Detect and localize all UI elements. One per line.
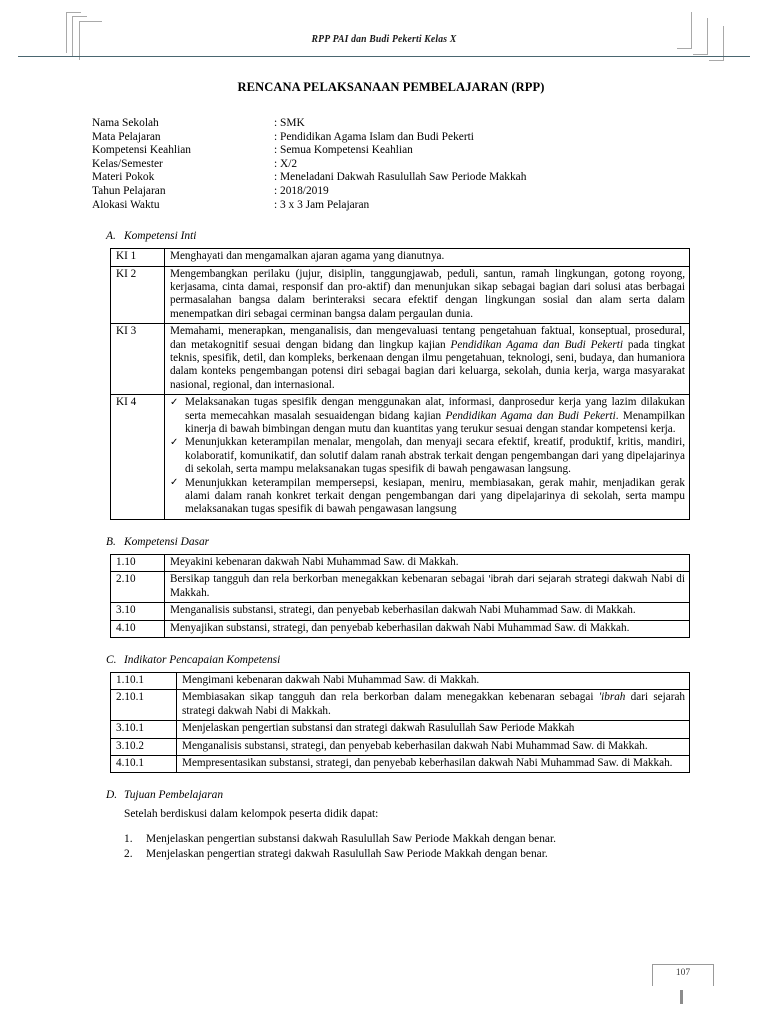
- kd-description: [165, 554, 690, 571]
- metadata-row: [92, 185, 690, 199]
- bullet-text-part1: Menunjukkan keterampilan mempersepsi, kesiapan, meniru, membiasakan, gerak mahir, menjadikan gerak alami dalam ranah konkret terkait dengan pengembangan dari yang dipelajarinya di sekolah, serta mampu melaksanakan tugas spesifik di bawah pengawasan langsung: [185, 476, 685, 516]
- metadata-row: [92, 131, 690, 145]
- ki3-text-part1: Memahami, menerapkan, menganalisis, dan mengevaluasi tentang pengetahuan faktual, konseptual, prosedural, dan metakognitif sesuai dengan bidang dan lingkup kajian: [170, 325, 685, 351]
- ki-description: Mengembangkan perilaku (jujur, disiplin, tanggungjawab, peduli, santun, ramah lingkungan, gotong royong, kerjasama, cinta damai, responsif dan pro-aktif) dan menunjukan sikap sebagai bagian dari solusi atas berbagai permasalahan bangsa dalam berinteraksi secara efektif dengan lingkungan sosial dan alam serta dalam menempatkan diri sebagai cerminan bangsa dalam pergaulan dunia.: [165, 266, 690, 324]
- indicator-description: [177, 755, 690, 772]
- table-row: [111, 266, 690, 324]
- indicator-italic-phrase: 'ibrah: [598, 691, 626, 704]
- metadata-label: Mata Pelajaran: [92, 130, 161, 143]
- table-row: [111, 690, 690, 721]
- table-row: [111, 738, 690, 755]
- list-item: [124, 847, 690, 862]
- kd-text-part1: Menganalisis substansi, strategi, dan penyebab keberhasilan dakwah Nabi Muhammad Saw. di Makkah.: [170, 604, 636, 617]
- metadata-value: : SMK: [274, 117, 305, 129]
- kd-text-part1: Bersikap tangguh dan rela berkorban menegakkan kebenaran sebagai: [170, 573, 489, 586]
- kd-description: [165, 620, 690, 637]
- table-row: [111, 755, 690, 772]
- document-body: [0, 80, 768, 862]
- metadata-value: : 3 x 3 Jam Pelajaran: [274, 198, 370, 211]
- bullet-text-part1: Melaksanakan tugas spesifik dengan menggunakan alat, informasi, danprosedur kerja yang lazim dilakukan serta memecahkan masalah sesuaidengan bidang kajian: [185, 396, 685, 422]
- ki-code: KI 3: [111, 324, 165, 395]
- indicator-text-part1: Mengimani kebenaran dakwah Nabi Muhammad Saw. di Makkah.: [182, 673, 480, 686]
- kd-text-part2: dakwah Nabi di Makkah.: [170, 573, 685, 599]
- document-title: RENCANA PELAKSANAAN PEMBELAJARAN (RPP): [237, 80, 545, 94]
- table-indikator: [110, 672, 690, 773]
- running-header-title: RPP PAI dan Budi Pekerti Kelas X: [311, 34, 457, 45]
- ki-description: [165, 395, 690, 520]
- metadata-label: Kelas/Semester: [92, 157, 163, 170]
- metadata-value: : 2018/2019: [274, 184, 329, 197]
- metadata-value: : Pendidikan Agama Islam dan Budi Pekerti: [274, 130, 474, 143]
- table-row: [111, 249, 690, 266]
- section-title: Kompetensi Dasar: [124, 535, 210, 548]
- metadata-label: Tahun Pelajaran: [92, 184, 166, 197]
- metadata-row: [92, 158, 690, 172]
- page-header: [0, 0, 768, 62]
- section-title: Indikator Pencapaian Kompetensi: [124, 653, 281, 666]
- tujuan-intro: Setelah berdiskusi dalam kelompok peserta didik dapat:: [124, 808, 379, 821]
- indicator-text-part1: Menjelaskan pengertian substansi dan strategi dakwah Rasulullah Saw Periode Makkah: [182, 722, 575, 735]
- bullet-italic-phrase: Pendidikan Agama dan Budi Pekerti: [445, 409, 616, 422]
- ki-code: KI 2: [111, 266, 165, 324]
- table-row: [111, 603, 690, 620]
- list-item: [170, 436, 685, 476]
- metadata-row: [92, 171, 690, 185]
- section-letter: A.: [106, 230, 116, 243]
- table-row: [111, 554, 690, 571]
- metadata-row: [92, 117, 690, 131]
- ki4-bullet-list: [170, 396, 685, 517]
- metadata-label: Nama Sekolah: [92, 117, 159, 129]
- metadata-value: : Semua Kompetensi Keahlian: [274, 144, 413, 157]
- kd-code: 4.10: [111, 620, 165, 637]
- ki3-text-part2: pada tingkat teknis, spesifik, detil, dan kompleks, berkenaan dengan ilmu pengetahuan, teknologi, seni, budaya, dan humaniora dalam konteks pengembangan potensi diri sebagai bagian dari keluarga, sekolah, dunia kerja, warga masyarakat nasional, regional, dan internasional.: [170, 338, 685, 391]
- ki-description: Menghayati dan mengamalkan ajaran agama yang dianutnya.: [165, 249, 690, 266]
- section-letter: B.: [106, 535, 116, 548]
- indicator-text-part2: dari sejarah strategi dakwah Nabi di Makkah.: [182, 691, 685, 717]
- indicator-code: 3.10.1: [111, 721, 177, 738]
- metadata-value: : Meneladani Dakwah Rasulullah Saw Periode Makkah: [274, 171, 527, 184]
- table-row: [111, 721, 690, 738]
- indicator-text-part1: Menganalisis substansi, strategi, dan penyebab keberhasilan dakwah Nabi Muhammad Saw. di Makkah.: [182, 739, 648, 752]
- metadata-row: [92, 144, 690, 158]
- kd-code: 2.10: [111, 572, 165, 603]
- tujuan-list: [124, 832, 690, 862]
- section-letter: D.: [106, 789, 118, 802]
- table-kompetensi-inti: [110, 248, 690, 520]
- page-number: 107: [675, 968, 691, 978]
- kd-description: [165, 603, 690, 620]
- list-item-text: Menjelaskan pengertian strategi dakwah Rasulullah Saw Periode Makkah dengan benar.: [146, 848, 548, 861]
- kd-code: 3.10: [111, 603, 165, 620]
- list-item-number: 2.: [124, 848, 133, 861]
- indicator-code: 4.10.1: [111, 755, 177, 772]
- list-item-number: 1.: [124, 832, 133, 845]
- kd-code: 1.10: [111, 554, 165, 571]
- section-heading-indikator: [106, 654, 690, 666]
- indicator-description: [177, 738, 690, 755]
- table-row: [111, 395, 690, 520]
- footer-ornament: [680, 990, 683, 1004]
- ki-description: [165, 324, 690, 395]
- page-footer: [652, 964, 726, 1010]
- indicator-text-part1: Membiasakan sikap tangguh dan rela berkorban dalam menegakkan kebenaran sebagai: [182, 691, 599, 704]
- table-row: [111, 324, 690, 395]
- list-item: [170, 477, 685, 517]
- tujuan-body: [124, 807, 690, 862]
- kd-text-part1: Menyajikan substansi, strategi, dan penyebab keberhasilan dakwah Nabi Muhammad Saw. di Makkah.: [170, 621, 630, 634]
- indicator-code: 3.10.2: [111, 738, 177, 755]
- kd-description: [165, 572, 690, 603]
- list-item: [124, 832, 690, 847]
- bullet-text-part1: Menunjukkan keterampilan menalar, mengolah, dan menyaji secara efektif, kreatif, produktif, kritis, mandiri, kolaboratif, komunikatif, dan solutif dalam ranah abstrak terkait dengan pengembangan dari yang dipelajarinya di sekolah, serta mampu melaksanakan tugas spesifik di bawah pengawasan langsung.: [185, 436, 685, 476]
- header-divider: [18, 56, 750, 57]
- indicator-code: 2.10.1: [111, 690, 177, 721]
- metadata-label: Kompetensi Keahlian: [92, 144, 192, 157]
- table-kompetensi-dasar: [110, 554, 690, 638]
- section-letter: C.: [106, 653, 117, 666]
- section-title: Tujuan Pembelajaran: [124, 789, 224, 802]
- document-metadata: [92, 117, 690, 212]
- bullet-text-part2: . Menampilkan kinerja di bawah bimbingan dengan mutu dan kuantitas yang terukur sesuai dengan standar kompetensi kerja.: [185, 409, 686, 436]
- kd-alt-font-phrase: 'ibrah dari sejarah strategi: [488, 574, 610, 586]
- metadata-value: : X/2: [274, 157, 298, 170]
- indicator-description: [177, 672, 690, 689]
- section-heading-tujuan: [106, 789, 690, 801]
- list-item: [170, 396, 685, 436]
- ki-code: KI 4: [111, 395, 165, 520]
- table-row: [111, 620, 690, 637]
- metadata-label: Materi Pokok: [92, 171, 155, 184]
- metadata-row: [92, 199, 690, 213]
- section-heading-kompetensi-inti: [106, 230, 690, 242]
- kd-text-part1: Meyakini kebenaran dakwah Nabi Muhammad Saw. di Makkah.: [170, 555, 459, 568]
- ki-code: KI 1: [111, 249, 165, 266]
- table-row: [111, 572, 690, 603]
- ki3-italic-phrase: Pendidikan Agama dan Budi Pekerti: [450, 338, 623, 351]
- section-title: Kompetensi Inti: [124, 230, 197, 243]
- metadata-label: Alokasi Waktu: [92, 198, 160, 211]
- indicator-description: [177, 690, 690, 721]
- indicator-text-part1: Mempresentasikan substansi, strategi, dan penyebab keberhasilan dakwah Nabi Muhammad Saw. di Makkah.: [182, 756, 673, 769]
- indicator-code: 1.10.1: [111, 672, 177, 689]
- table-row: [111, 672, 690, 689]
- section-heading-kompetensi-dasar: [106, 536, 690, 548]
- list-item-text: Menjelaskan pengertian substansi dakwah Rasulullah Saw Periode Makkah dengan benar.: [146, 832, 556, 845]
- indicator-description: [177, 721, 690, 738]
